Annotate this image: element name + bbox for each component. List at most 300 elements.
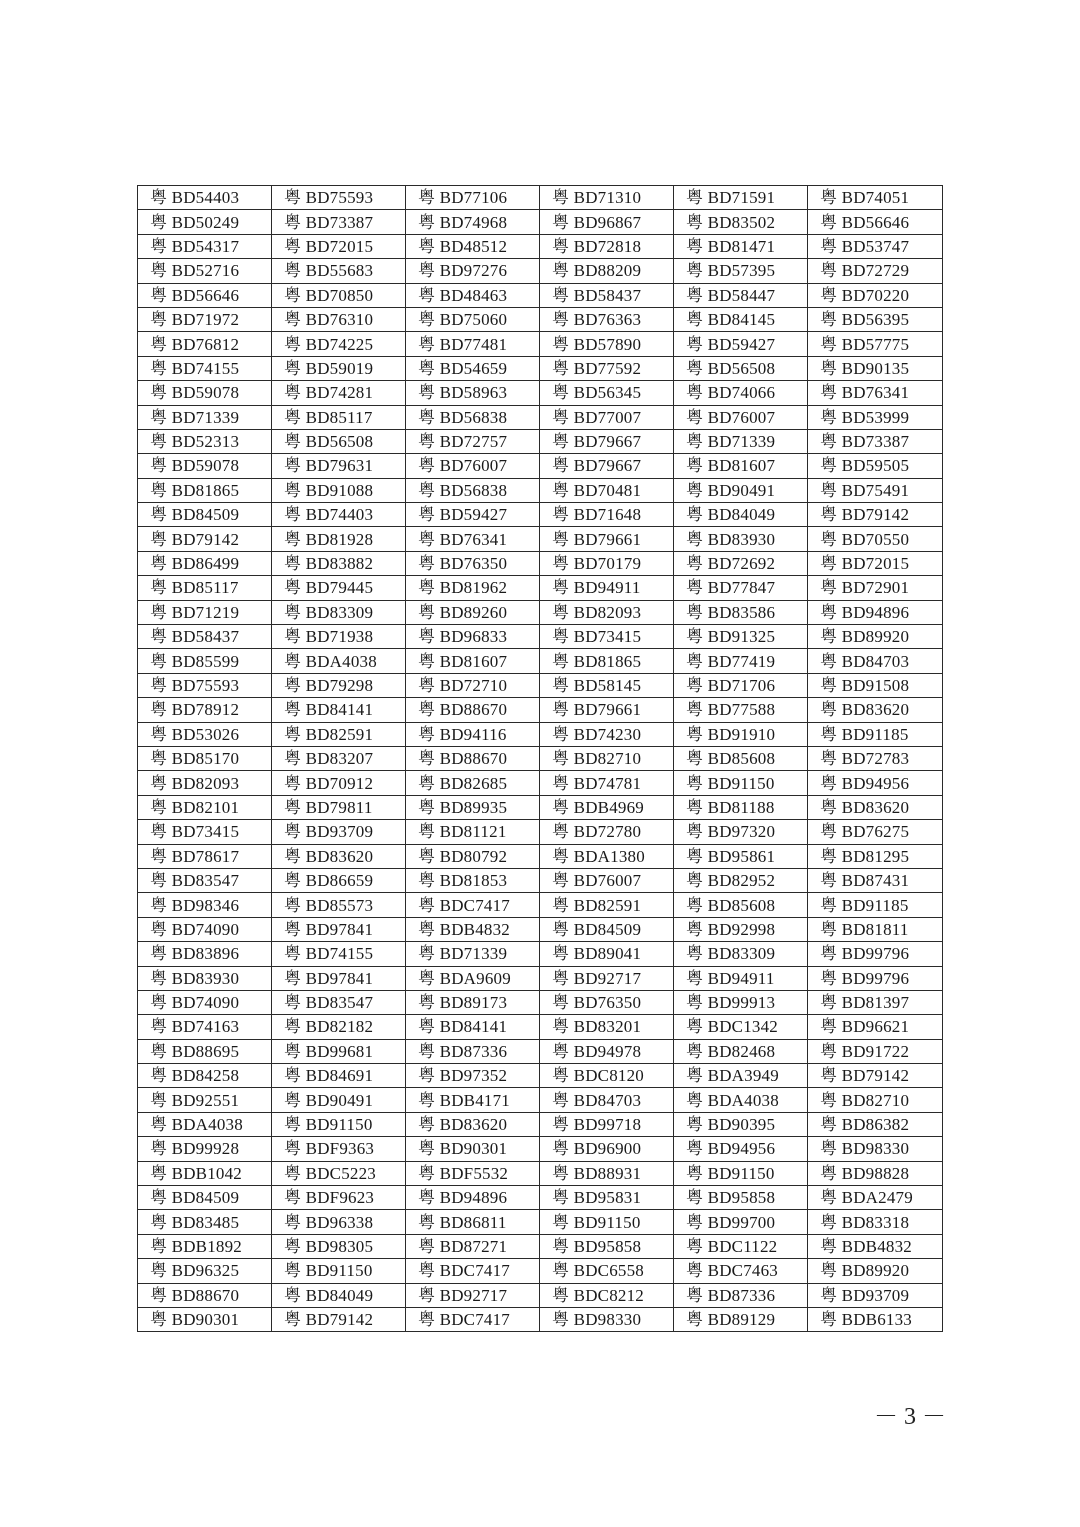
plate-number-cell: 粤 BD85117 [138,576,272,600]
plate-number-cell: 粤 BD75060 [406,307,540,331]
plate-number-cell: 粤 BD91150 [674,1161,808,1185]
plate-number-cell: 粤 BD84509 [138,503,272,527]
plate-number-cell: 粤 BD70481 [540,478,674,502]
plate-number-cell: 粤 BD83620 [808,698,943,722]
plate-number-cell: 粤 BD55683 [272,259,406,283]
plate-number-cell: 粤 BD77419 [674,649,808,673]
plate-number-cell: 粤 BD94896 [406,1186,540,1210]
plate-number-cell: 粤 BD83620 [808,795,943,819]
license-plate-table [137,185,943,1332]
plate-number-cell: 粤 BD83930 [674,527,808,551]
plate-number-cell: 粤 BD82591 [272,722,406,746]
plate-number-cell: 粤 BD74163 [138,1015,272,1039]
plate-number-cell: 粤 BD76341 [808,381,943,405]
plate-number-cell: 粤 BD79142 [808,1064,943,1088]
plate-number-cell: 粤 BD91185 [808,893,943,917]
plate-number-cell: 粤 BD72015 [272,234,406,258]
plate-number-cell: 粤 BD74155 [138,356,272,380]
plate-number-cell: 粤 BD75491 [808,478,943,502]
plate-number-cell: 粤 BD71310 [540,186,674,210]
plate-number-cell: 粤 BD53026 [138,722,272,746]
plate-number-cell: 粤 BD83502 [674,210,808,234]
plate-number-cell: 粤 BD56345 [540,381,674,405]
plate-number-cell: 粤 BD57890 [540,332,674,356]
plate-number-cell: 粤 BD84141 [406,1015,540,1039]
plate-number-cell: 粤 BD82093 [138,771,272,795]
plate-number-cell: 粤 BDC7417 [406,893,540,917]
plate-number-cell: 粤 BD83207 [272,746,406,770]
plate-number-cell: 粤 BDC8212 [540,1283,674,1307]
table-row [138,746,943,770]
plate-number-cell: 粤 BD95858 [674,1186,808,1210]
plate-number-cell: 粤 BD91910 [674,722,808,746]
plate-number-cell: 粤 BD79667 [540,454,674,478]
plate-number-cell: 粤 BDB6133 [808,1307,943,1331]
plate-number-cell: 粤 BDC8120 [540,1064,674,1088]
plate-number-cell: 粤 BD89920 [808,625,943,649]
plate-number-cell: 粤 BD88670 [406,746,540,770]
plate-number-cell: 粤 BD59019 [272,356,406,380]
plate-number-cell: 粤 BD79667 [540,429,674,453]
plate-number-cell: 粤 BD91508 [808,673,943,697]
plate-number-cell: 粤 BD97841 [272,917,406,941]
plate-number-cell: 粤 BD82101 [138,795,272,819]
table-row [138,381,943,405]
table-row [138,210,943,234]
plate-number-cell: 粤 BD57775 [808,332,943,356]
table-row [138,283,943,307]
table-row [138,917,943,941]
plate-number-cell: 粤 BD89173 [406,990,540,1014]
plate-number-cell: 粤 BD85573 [272,893,406,917]
table-row [138,868,943,892]
plate-number-cell: 粤 BD79445 [272,576,406,600]
plate-number-cell: 粤 BD92717 [540,966,674,990]
table-row [138,1161,943,1185]
plate-number-cell: 粤 BD59078 [138,381,272,405]
plate-number-cell: 粤 BD93709 [808,1283,943,1307]
plate-number-cell: 粤 BD71219 [138,600,272,624]
plate-number-cell: 粤 BDA9609 [406,966,540,990]
plate-number-cell: 粤 BD88670 [406,698,540,722]
plate-number-cell: 粤 BD82952 [674,868,808,892]
plate-number-cell: 粤 BD99718 [540,1112,674,1136]
table-row [138,820,943,844]
plate-number-cell: 粤 BD91150 [272,1112,406,1136]
table-row [138,1259,943,1283]
plate-number-cell: 粤 BD74225 [272,332,406,356]
plate-number-cell: 粤 BD99913 [674,990,808,1014]
plate-number-cell: 粤 BD76310 [272,307,406,331]
plate-number-cell: 粤 BDF9363 [272,1137,406,1161]
plate-number-cell: 粤 BD82591 [540,893,674,917]
plate-number-cell: 粤 BDC1342 [674,1015,808,1039]
plate-number-cell: 粤 BD83309 [272,600,406,624]
plate-number-cell: 粤 BD82093 [540,600,674,624]
plate-number-cell: 粤 BD86811 [406,1210,540,1234]
plate-number-cell: 粤 BD72901 [808,576,943,600]
plate-number-cell: 粤 BD86499 [138,551,272,575]
plate-number-cell: 粤 BD82685 [406,771,540,795]
plate-number-cell: 粤 BD81865 [540,649,674,673]
plate-number-cell: 粤 BD82710 [808,1088,943,1112]
plate-number-cell: 粤 BD89129 [674,1307,808,1331]
plate-number-cell: 粤 BD99796 [808,966,943,990]
table-row [138,405,943,429]
plate-number-cell: 粤 BDB4969 [540,795,674,819]
plate-number-cell: 粤 BD82468 [674,1039,808,1063]
plate-number-cell: 粤 BD89041 [540,942,674,966]
table-row [138,1186,943,1210]
plate-number-cell: 粤 BD89920 [808,1259,943,1283]
plate-number-cell: 粤 BD78912 [138,698,272,722]
plate-number-cell: 粤 BD91185 [808,722,943,746]
table-row [138,429,943,453]
plate-number-cell: 粤 BD79142 [138,527,272,551]
plate-number-cell: 粤 BD99928 [138,1137,272,1161]
plate-number-cell: 粤 BD89260 [406,600,540,624]
plate-number-cell: 粤 BD84145 [674,307,808,331]
plate-number-cell: 粤 BD72757 [406,429,540,453]
plate-number-cell: 粤 BD83620 [406,1112,540,1136]
table-row [138,722,943,746]
table-row [138,527,943,551]
plate-number-cell: 粤 BD56508 [674,356,808,380]
plate-number-cell: 粤 BDF5532 [406,1161,540,1185]
table-row [138,625,943,649]
table-row [138,649,943,673]
plate-number-cell: 粤 BD75593 [138,673,272,697]
plate-number-cell: 粤 BD83318 [808,1210,943,1234]
table-row [138,1064,943,1088]
plate-number-cell: 粤 BD81397 [808,990,943,1014]
plate-number-cell: 粤 BD70220 [808,283,943,307]
plate-number-cell: 粤 BD58447 [674,283,808,307]
plate-number-cell: 粤 BD74781 [540,771,674,795]
plate-number-cell: 粤 BDC7463 [674,1259,808,1283]
plate-number-cell: 粤 BD58963 [406,381,540,405]
plate-number-cell: 粤 BD84258 [138,1064,272,1088]
plate-number-cell: 粤 BDC7417 [406,1259,540,1283]
plate-number-cell: 粤 BD75593 [272,186,406,210]
plate-number-cell: 粤 BD83201 [540,1015,674,1039]
plate-number-cell: 粤 BD96867 [540,210,674,234]
plate-number-cell: 粤 BD72818 [540,234,674,258]
plate-number-cell: 粤 BD94956 [808,771,943,795]
plate-number-cell: 粤 BD99796 [808,942,943,966]
plate-number-cell: 粤 BD74968 [406,210,540,234]
plate-number-cell: 粤 BD76007 [540,868,674,892]
table-row [138,673,943,697]
table-row [138,478,943,502]
plate-number-cell: 粤 BD71339 [406,942,540,966]
plate-number-cell: 粤 BD94896 [808,600,943,624]
page-number: － 3 － [874,1404,946,1430]
table-row [138,551,943,575]
plate-number-cell: 粤 BD77847 [674,576,808,600]
plate-number-cell: 粤 BD76007 [674,405,808,429]
plate-number-cell: 粤 BD71339 [674,429,808,453]
plate-number-cell: 粤 BD54659 [406,356,540,380]
plate-number-cell: 粤 BD71938 [272,625,406,649]
plate-number-cell: 粤 BD71339 [138,405,272,429]
plate-number-cell: 粤 BD92717 [406,1283,540,1307]
plate-number-cell: 粤 BD56838 [406,478,540,502]
plate-number-cell: 粤 BD83547 [272,990,406,1014]
plate-number-cell: 粤 BDC5223 [272,1161,406,1185]
plate-number-cell: 粤 BD79811 [272,795,406,819]
plate-number-cell: 粤 BD81295 [808,844,943,868]
plate-number-cell: 粤 BD74230 [540,722,674,746]
plate-number-cell: 粤 BD81121 [406,820,540,844]
table-row [138,454,943,478]
plate-number-cell: 粤 BD54403 [138,186,272,210]
plate-number-cell: 粤 BD90135 [808,356,943,380]
plate-number-cell: 粤 BD85608 [674,893,808,917]
plate-number-cell: 粤 BDB1042 [138,1161,272,1185]
plate-number-cell: 粤 BD71648 [540,503,674,527]
plate-number-cell: 粤 BD97352 [406,1064,540,1088]
plate-number-cell: 粤 BD76812 [138,332,272,356]
plate-number-cell: 粤 BD91325 [674,625,808,649]
plate-number-cell: 粤 BDC7417 [406,1307,540,1331]
license-plate-table-body [138,186,943,1332]
table-row [138,698,943,722]
plate-number-cell: 粤 BD98330 [540,1307,674,1331]
plate-number-cell: 粤 BD77481 [406,332,540,356]
plate-number-cell: 粤 BD81865 [138,478,272,502]
plate-number-cell: 粤 BD76350 [406,551,540,575]
plate-number-cell: 粤 BD87271 [406,1234,540,1258]
plate-number-cell: 粤 BD72015 [808,551,943,575]
plate-number-cell: 粤 BD91722 [808,1039,943,1063]
plate-number-cell: 粤 BD84691 [272,1064,406,1088]
plate-number-cell: 粤 BD56508 [272,429,406,453]
plate-number-cell: 粤 BD97841 [272,966,406,990]
plate-number-cell: 粤 BD74090 [138,917,272,941]
plate-number-cell: 粤 BD79661 [540,698,674,722]
plate-number-cell: 粤 BD85117 [272,405,406,429]
plate-number-cell: 粤 BDB4832 [808,1234,943,1258]
plate-number-cell: 粤 BD98346 [138,893,272,917]
plate-number-cell: 粤 BDA4038 [138,1112,272,1136]
table-row [138,1234,943,1258]
plate-number-cell: 粤 BD57395 [674,259,808,283]
table-row [138,795,943,819]
plate-number-cell: 粤 BD79631 [272,454,406,478]
table-row [138,966,943,990]
plate-number-cell: 粤 BD85599 [138,649,272,673]
plate-number-cell: 粤 BD84703 [808,649,943,673]
plate-number-cell: 粤 BD58437 [138,625,272,649]
plate-number-cell: 粤 BD80792 [406,844,540,868]
plate-number-cell: 粤 BD83620 [272,844,406,868]
plate-number-cell: 粤 BD76363 [540,307,674,331]
plate-number-cell: 粤 BDA4038 [272,649,406,673]
plate-number-cell: 粤 BD76275 [808,820,943,844]
plate-number-cell: 粤 BD73415 [540,625,674,649]
table-row [138,1112,943,1136]
plate-number-cell: 粤 BD88695 [138,1039,272,1063]
plate-number-cell: 粤 BD97276 [406,259,540,283]
plate-number-cell: 粤 BD71972 [138,307,272,331]
plate-number-cell: 粤 BD78617 [138,844,272,868]
plate-number-cell: 粤 BD72729 [808,259,943,283]
plate-number-cell: 粤 BD76007 [406,454,540,478]
plate-number-cell: 粤 BD90395 [674,1112,808,1136]
plate-number-cell: 粤 BD98828 [808,1161,943,1185]
table-row [138,771,943,795]
plate-number-cell: 粤 BD72692 [674,551,808,575]
plate-number-cell: 粤 BD81811 [808,917,943,941]
plate-number-cell: 粤 BD81471 [674,234,808,258]
plate-number-cell: 粤 BD83882 [272,551,406,575]
plate-number-cell: 粤 BD70179 [540,551,674,575]
plate-number-cell: 粤 BD74090 [138,990,272,1014]
table-row [138,1137,943,1161]
plate-number-cell: 粤 BD87431 [808,868,943,892]
plate-number-cell: 粤 BD53999 [808,405,943,429]
plate-number-cell: 粤 BDB4832 [406,917,540,941]
plate-number-cell: 粤 BD59427 [406,503,540,527]
table-row [138,942,943,966]
plate-number-cell: 粤 BD95831 [540,1186,674,1210]
plate-number-cell: 粤 BD95861 [674,844,808,868]
table-row [138,234,943,258]
table-row [138,259,943,283]
plate-number-cell: 粤 BD83930 [138,966,272,990]
plate-number-cell: 粤 BD94116 [406,722,540,746]
plate-number-cell: 粤 BD79298 [272,673,406,697]
plate-number-cell: 粤 BD70550 [808,527,943,551]
plate-number-cell: 粤 BD70912 [272,771,406,795]
plate-number-cell: 粤 BD95858 [540,1234,674,1258]
plate-number-cell: 粤 BD72783 [808,746,943,770]
plate-number-cell: 粤 BD90491 [272,1088,406,1112]
table-row [138,1088,943,1112]
plate-number-cell: 粤 BD77106 [406,186,540,210]
plate-number-cell: 粤 BD84509 [540,917,674,941]
plate-number-cell: 粤 BD96621 [808,1015,943,1039]
plate-number-cell: 粤 BD70850 [272,283,406,307]
plate-number-cell: 粤 BD83586 [674,600,808,624]
plate-number-cell: 粤 BD82182 [272,1015,406,1039]
plate-number-cell: 粤 BD73415 [138,820,272,844]
plate-number-cell: 粤 BD94956 [674,1137,808,1161]
plate-number-cell: 粤 BD94978 [540,1039,674,1063]
plate-number-cell: 粤 BD98330 [808,1137,943,1161]
plate-number-cell: 粤 BD52716 [138,259,272,283]
table-row [138,576,943,600]
plate-number-cell: 粤 BD56395 [808,307,943,331]
plate-number-cell: 粤 BD88931 [540,1161,674,1185]
plate-number-cell: 粤 BD81853 [406,868,540,892]
plate-number-cell: 粤 BD52313 [138,429,272,453]
plate-number-cell: 粤 BD90301 [406,1137,540,1161]
plate-number-cell: 粤 BD96338 [272,1210,406,1234]
table-row [138,332,943,356]
plate-number-cell: 粤 BD77588 [674,698,808,722]
plate-number-cell: 粤 BDF9623 [272,1186,406,1210]
plate-number-cell: 粤 BD48512 [406,234,540,258]
plate-number-cell: 粤 BD56646 [138,283,272,307]
plate-number-cell: 粤 BD84049 [674,503,808,527]
plate-number-cell: 粤 BD86659 [272,868,406,892]
plate-number-cell: 粤 BD74403 [272,503,406,527]
table-row [138,1015,943,1039]
plate-number-cell: 粤 BD87336 [674,1283,808,1307]
plate-number-cell: 粤 BD73387 [272,210,406,234]
plate-number-cell: 粤 BD71591 [674,186,808,210]
plate-number-cell: 粤 BD81607 [406,649,540,673]
plate-number-cell: 粤 BDB4171 [406,1088,540,1112]
plate-number-cell: 粤 BD93709 [272,820,406,844]
plate-number-cell: 粤 BD89935 [406,795,540,819]
plate-number-cell: 粤 BD96325 [138,1259,272,1283]
plate-number-cell: 粤 BD99681 [272,1039,406,1063]
table-row [138,503,943,527]
plate-number-cell: 粤 BD88209 [540,259,674,283]
plate-number-cell: 粤 BD84509 [138,1186,272,1210]
table-row [138,1210,943,1234]
plate-number-cell: 粤 BD94911 [674,966,808,990]
plate-number-cell: 粤 BD50249 [138,210,272,234]
plate-number-cell: 粤 BD74051 [808,186,943,210]
plate-number-cell: 粤 BD77592 [540,356,674,380]
plate-number-cell: 粤 BD59505 [808,454,943,478]
plate-number-cell: 粤 BDC1122 [674,1234,808,1258]
plate-number-cell: 粤 BD72710 [406,673,540,697]
plate-number-cell: 粤 BD91088 [272,478,406,502]
table-row [138,990,943,1014]
plate-number-cell: 粤 BD91150 [272,1259,406,1283]
plate-number-cell: 粤 BD94911 [540,576,674,600]
plate-number-cell: 粤 BD56646 [808,210,943,234]
plate-number-cell: 粤 BD88670 [138,1283,272,1307]
plate-number-cell: 粤 BD98305 [272,1234,406,1258]
table-row [138,356,943,380]
plate-number-cell: 粤 BD84703 [540,1088,674,1112]
plate-number-cell: 粤 BD81188 [674,795,808,819]
plate-number-cell: 粤 BDB1892 [138,1234,272,1258]
plate-number-cell: 粤 BD99700 [674,1210,808,1234]
plate-number-cell: 粤 BD83309 [674,942,808,966]
plate-number-cell: 粤 BD59427 [674,332,808,356]
table-row [138,307,943,331]
plate-number-cell: 粤 BD81607 [674,454,808,478]
table-row [138,1283,943,1307]
plate-number-cell: 粤 BD97320 [674,820,808,844]
plate-number-cell: 粤 BD79142 [272,1307,406,1331]
plate-number-cell: 粤 BD79661 [540,527,674,551]
plate-number-cell: 粤 BD79142 [808,503,943,527]
plate-number-cell: 粤 BDA2479 [808,1186,943,1210]
plate-number-cell: 粤 BD58437 [540,283,674,307]
table-row [138,844,943,868]
plate-number-cell: 粤 BD71706 [674,673,808,697]
table-row [138,186,943,210]
plate-number-cell: 粤 BDA1380 [540,844,674,868]
plate-number-cell: 粤 BD92551 [138,1088,272,1112]
plate-number-cell: 粤 BD48463 [406,283,540,307]
plate-number-cell: 粤 BD76341 [406,527,540,551]
plate-number-cell: 粤 BD91150 [540,1210,674,1234]
plate-number-cell: 粤 BD91150 [674,771,808,795]
plate-number-cell: 粤 BD96900 [540,1137,674,1161]
plate-number-cell: 粤 BD74155 [272,942,406,966]
plate-number-cell: 粤 BD72780 [540,820,674,844]
plate-number-cell: 粤 BDA4038 [674,1088,808,1112]
